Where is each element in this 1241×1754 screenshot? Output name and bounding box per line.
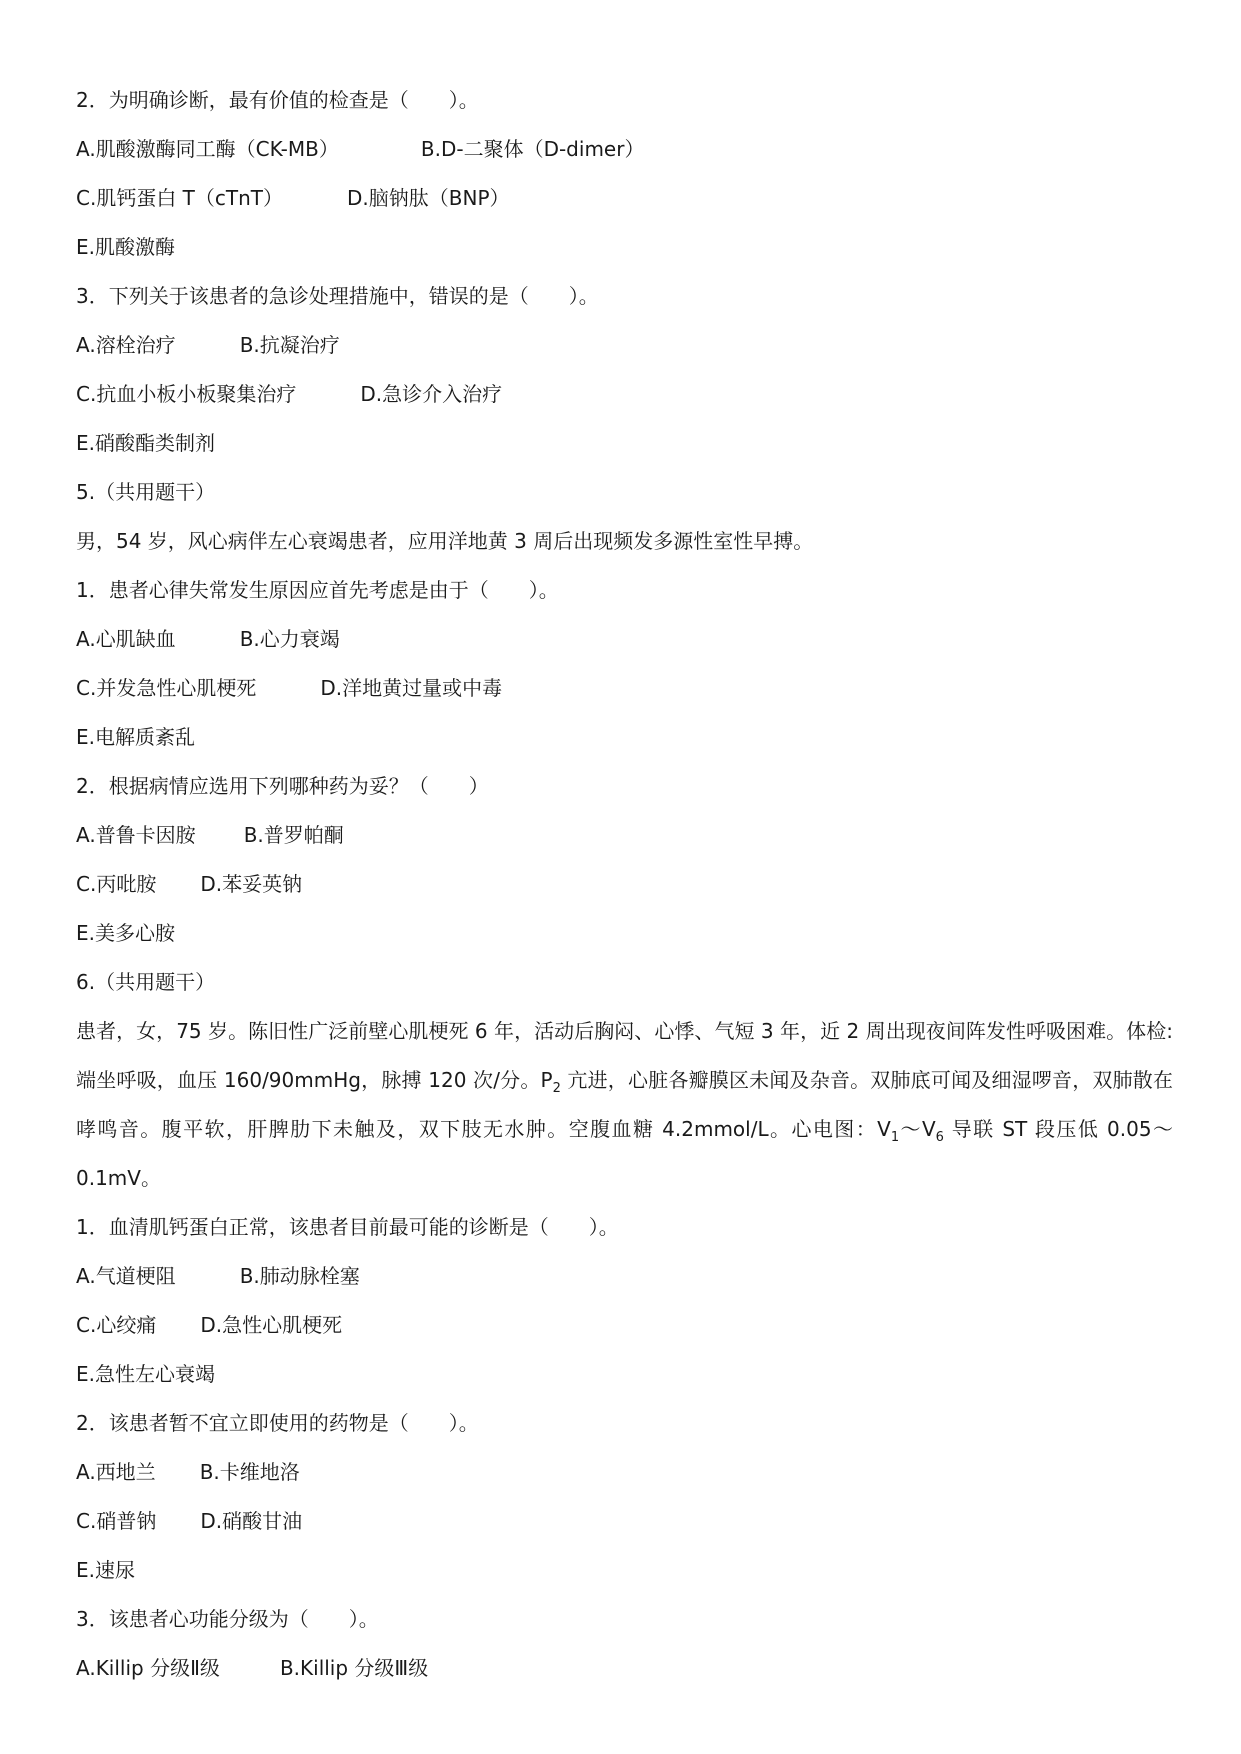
- subscript: 6: [935, 1130, 944, 1145]
- option-d: D.脑钠肽（BNP）: [347, 186, 510, 210]
- options-row: [76, 1301, 1173, 1350]
- case-text: 患者，女，75 岁。陈旧性广泛前壁心肌梗死 6 年，活动后胸闷、心悸、气短 3 年，近 2 周出现夜间阵发性呼吸困难。体检: 端坐呼吸，血压 160/90mmHg，脉搏 120 次/分。P: [76, 1019, 1173, 1092]
- case-text: 导联 ST 段压低 0.05～0.1mV。: [76, 1117, 1174, 1190]
- option-a: A.Killip 分级Ⅱ级: [76, 1656, 220, 1680]
- question-stem: 3．下列关于该患者的急诊处理措施中，错误的是（ ）。: [76, 284, 599, 308]
- option-a: A.心肌缺血: [76, 627, 176, 651]
- option-e: E.速尿: [76, 1558, 135, 1582]
- option-b: B.普罗帕酮: [243, 823, 344, 847]
- case-text: ～V: [899, 1117, 936, 1141]
- question-stem: 2．为明确诊断，最有价值的检查是（ ）。: [76, 88, 479, 112]
- options-row: [76, 125, 1173, 174]
- option-e: E.肌酸激酶: [76, 235, 175, 259]
- options-row: [76, 860, 1173, 909]
- option-a: A.气道梗阻: [76, 1264, 176, 1288]
- option-c: C.并发急性心肌梗死: [76, 676, 257, 700]
- case-description: [76, 1007, 1173, 1203]
- option-a: A.普鲁卡因胺: [76, 823, 196, 847]
- options-row: [76, 664, 1173, 713]
- option-c: C.心绞痛: [76, 1313, 157, 1337]
- case-text: 亢进，心脏各瓣膜区未闻及杂音。双肺底可闻及细湿啰音，双肺散在哮鸣音。腹平软，肝脾肋下未触及，双下肢无水肿。空腹血糖 4.2mmol/L。心电图：V: [76, 1068, 1173, 1141]
- case-description: 男，54 岁，风心病伴左心衰竭患者，应用洋地黄 3 周后出现频发多源性室性早搏。: [76, 529, 814, 553]
- option-a: A.溶栓治疗: [76, 333, 176, 357]
- options-row: [76, 615, 1173, 664]
- option-b: B.Killip 分级Ⅲ级: [279, 1656, 429, 1680]
- option-d: D.硝酸甘油: [200, 1509, 303, 1533]
- option-a: A.西地兰: [76, 1460, 156, 1484]
- option-b: B.D-二聚体（D-dimer）: [420, 137, 645, 161]
- option-a: A.肌酸激酶同工酶（CK-MB）: [76, 137, 339, 161]
- subscript: 2: [552, 1081, 561, 1096]
- question-stem: 1．血清肌钙蛋白正常，该患者目前最可能的诊断是（ ）。: [76, 1215, 619, 1239]
- option-c: C.肌钙蛋白 T（cTnT）: [76, 186, 284, 210]
- option-d: D.急诊介入治疗: [360, 382, 503, 406]
- question-stem: 2．根据病情应选用下列哪种药为妥？（ ）: [76, 774, 489, 798]
- option-c: C.丙吡胺: [76, 872, 157, 896]
- option-b: B.肺动脉栓塞: [239, 1264, 360, 1288]
- option-b: B.心力衰竭: [239, 627, 340, 651]
- options-row: [76, 321, 1173, 370]
- options-row: [76, 811, 1173, 860]
- options-row: [76, 1252, 1173, 1301]
- question-stem: 1．患者心律失常发生原因应首先考虑是由于（ ）。: [76, 578, 559, 602]
- option-e: E.电解质紊乱: [76, 725, 195, 749]
- group-title: 6.（共用题干）: [76, 970, 216, 994]
- options-row: [76, 1448, 1173, 1497]
- option-e: E.急性左心衰竭: [76, 1362, 215, 1386]
- option-b: B.卡维地洛: [199, 1460, 300, 1484]
- option-e: E.美多心胺: [76, 921, 175, 945]
- options-row: [76, 174, 1173, 223]
- option-d: D.洋地黄过量或中毒: [320, 676, 503, 700]
- option-e: E.硝酸酯类制剂: [76, 431, 215, 455]
- option-d: D.苯妥英钠: [200, 872, 303, 896]
- option-d: D.急性心肌梗死: [200, 1313, 343, 1337]
- subscript: 1: [890, 1130, 900, 1145]
- options-row: [76, 370, 1173, 419]
- option-c: C.硝普钠: [76, 1509, 157, 1533]
- option-b: B.抗凝治疗: [239, 333, 340, 357]
- options-row: [76, 1497, 1173, 1546]
- options-row: [76, 1644, 1173, 1693]
- question-stem: 3．该患者心功能分级为（ ）。: [76, 1607, 379, 1631]
- option-c: C.抗血小板小板聚集治疗: [76, 382, 297, 406]
- group-title: 5.（共用题干）: [76, 480, 216, 504]
- question-stem: 2．该患者暂不宜立即使用的药物是（ ）。: [76, 1411, 479, 1435]
